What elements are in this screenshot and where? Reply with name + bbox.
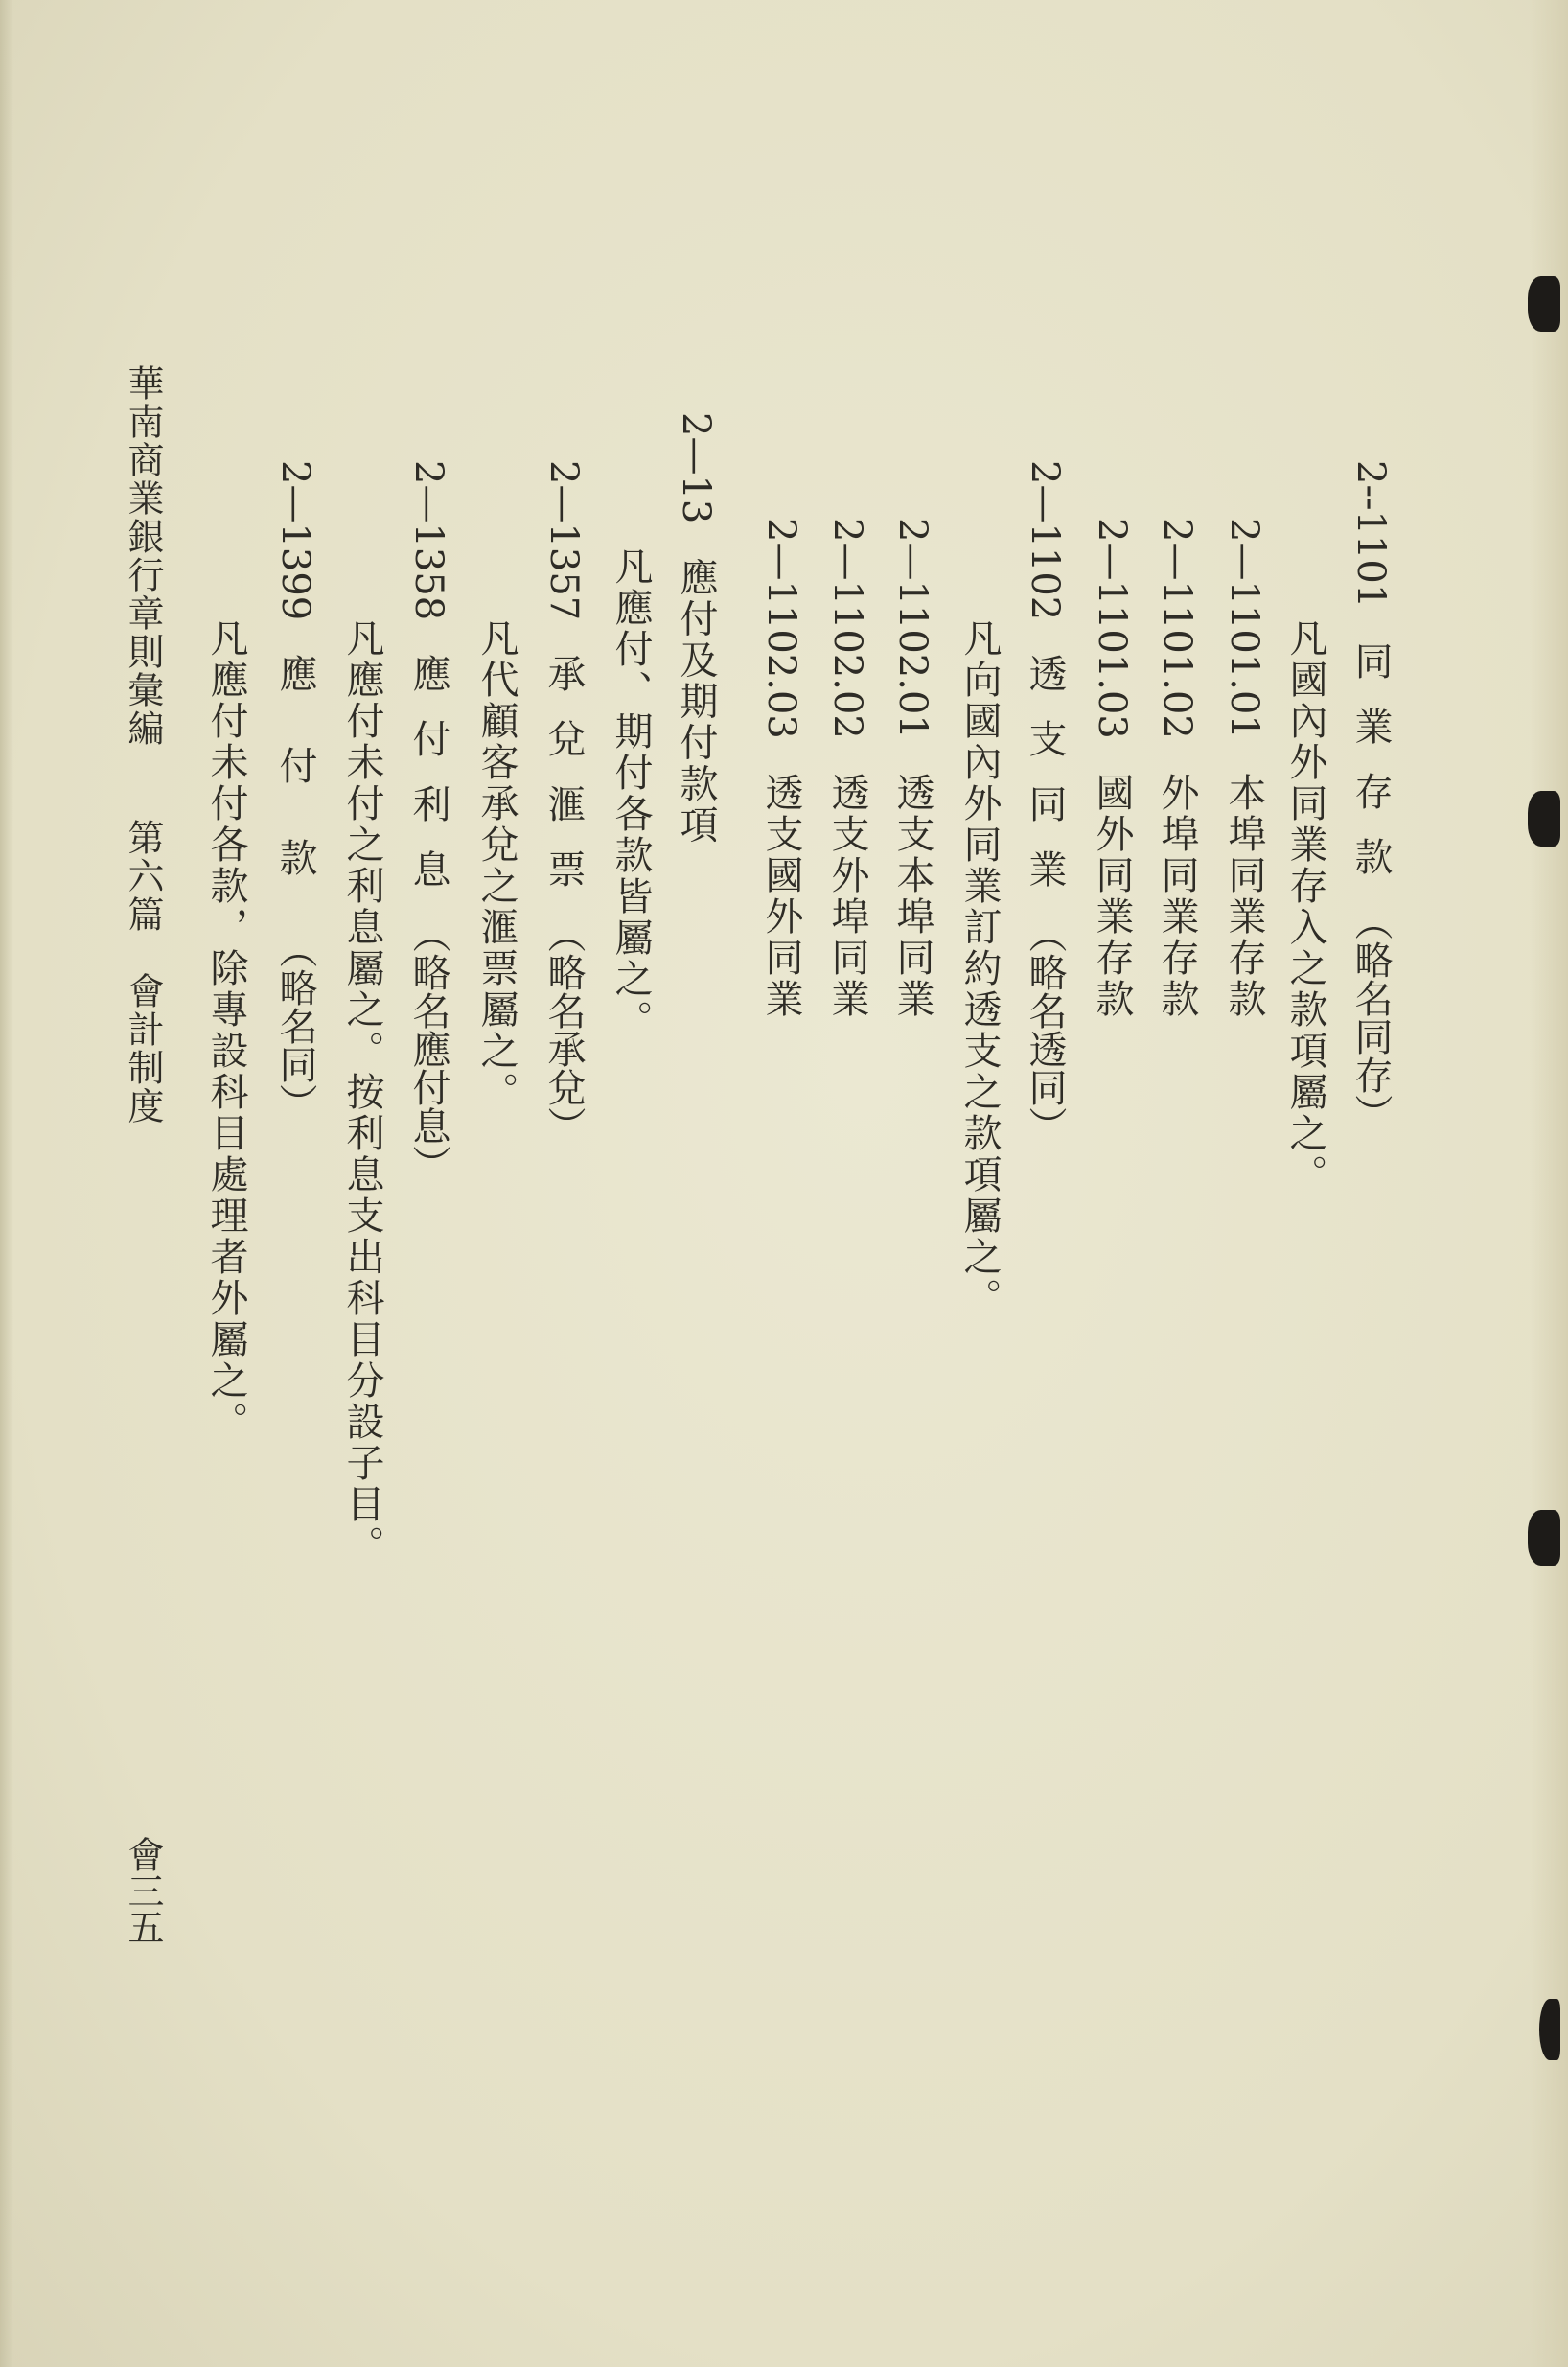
sub-account-entry — [1155, 518, 1199, 1020]
account-description: 凡應付未付各款，除專設科目處理者外屬之。 — [204, 618, 248, 1443]
account-entry-2-1358 — [406, 460, 450, 1183]
account-title: 應付利息 — [406, 653, 450, 915]
account-code: 2—1102 — [1023, 460, 1067, 621]
account-title: 應付款 — [273, 653, 317, 930]
account-abbreviation: （略名承兌） — [542, 914, 586, 1145]
account-group-2-13 — [674, 412, 718, 847]
account-description: 凡向國內外同業訂約透支之款項屬之。 — [957, 618, 1002, 1319]
account-code: 2—1357 — [542, 460, 586, 621]
account-code: 2—1358 — [406, 460, 450, 621]
account-entry-2-1357 — [542, 460, 586, 1145]
account-code: 2—1101.03 — [1090, 518, 1134, 739]
binder-hole — [1528, 791, 1560, 847]
account-title: 國外同業存款 — [1090, 772, 1134, 1020]
sub-account-entry — [1090, 518, 1134, 1020]
account-abbreviation: （略名應付息） — [406, 914, 450, 1183]
account-title: 承兌滙票 — [542, 653, 586, 915]
account-title: 透支本埠同業 — [890, 772, 934, 1020]
account-entry-2-1101 — [1349, 460, 1393, 1132]
account-description: 凡國內外同業存入之款項屬之。 — [1283, 618, 1327, 1195]
account-abbreviation: （略名同存） — [1349, 902, 1393, 1132]
account-abbreviation: （略名同） — [273, 929, 317, 1122]
account-title: 應付及期付款項 — [674, 557, 718, 847]
book-title: 華南商業銀行章則彙編 — [122, 364, 164, 748]
sub-account-entry — [890, 518, 934, 1020]
sub-account-entry — [759, 518, 803, 1020]
account-description: 凡代顧客承兌之滙票屬之。 — [474, 618, 519, 1113]
account-code: 2—1102.01 — [890, 518, 934, 739]
account-code: 2—1101.01 — [1222, 518, 1266, 739]
account-title: 外埠同業存款 — [1155, 772, 1199, 1020]
account-title: 透支國外同業 — [759, 772, 803, 1020]
account-code: 2--1101 — [1349, 460, 1393, 609]
sub-account-entry — [825, 518, 869, 1020]
account-code: 2—1102.02 — [825, 518, 869, 739]
account-title: 透支外埠同業 — [825, 772, 869, 1020]
page-number: 會三五 — [122, 1836, 164, 1945]
account-code: 2—1399 — [273, 460, 317, 621]
binder-hole — [1528, 1510, 1560, 1566]
account-abbreviation: （略名透同） — [1023, 914, 1067, 1145]
account-code: 2—1101.02 — [1155, 518, 1199, 739]
account-code: 2—1102.03 — [759, 518, 803, 739]
account-code: 2—13 — [674, 412, 718, 524]
account-description: 凡應付未付之利息屬之。按利息支出科目分設子目。 — [340, 618, 384, 1566]
account-title: 本埠同業存款 — [1222, 772, 1266, 1020]
binding-shadow — [0, 0, 13, 2367]
chapter-title: 第六篇 會計制度 — [122, 819, 164, 1126]
account-description: 凡應付、期付各款皆屬之。 — [609, 546, 653, 1041]
account-title: 透支同業 — [1023, 653, 1067, 915]
sub-account-entry — [1222, 518, 1266, 1020]
binder-hole — [1539, 1999, 1560, 2060]
account-title: 同業存款 — [1349, 641, 1393, 902]
running-footer — [122, 364, 164, 1126]
binder-hole — [1528, 276, 1560, 332]
account-entry-2-1399 — [273, 460, 317, 1122]
account-entry-2-1102 — [1023, 460, 1067, 1145]
